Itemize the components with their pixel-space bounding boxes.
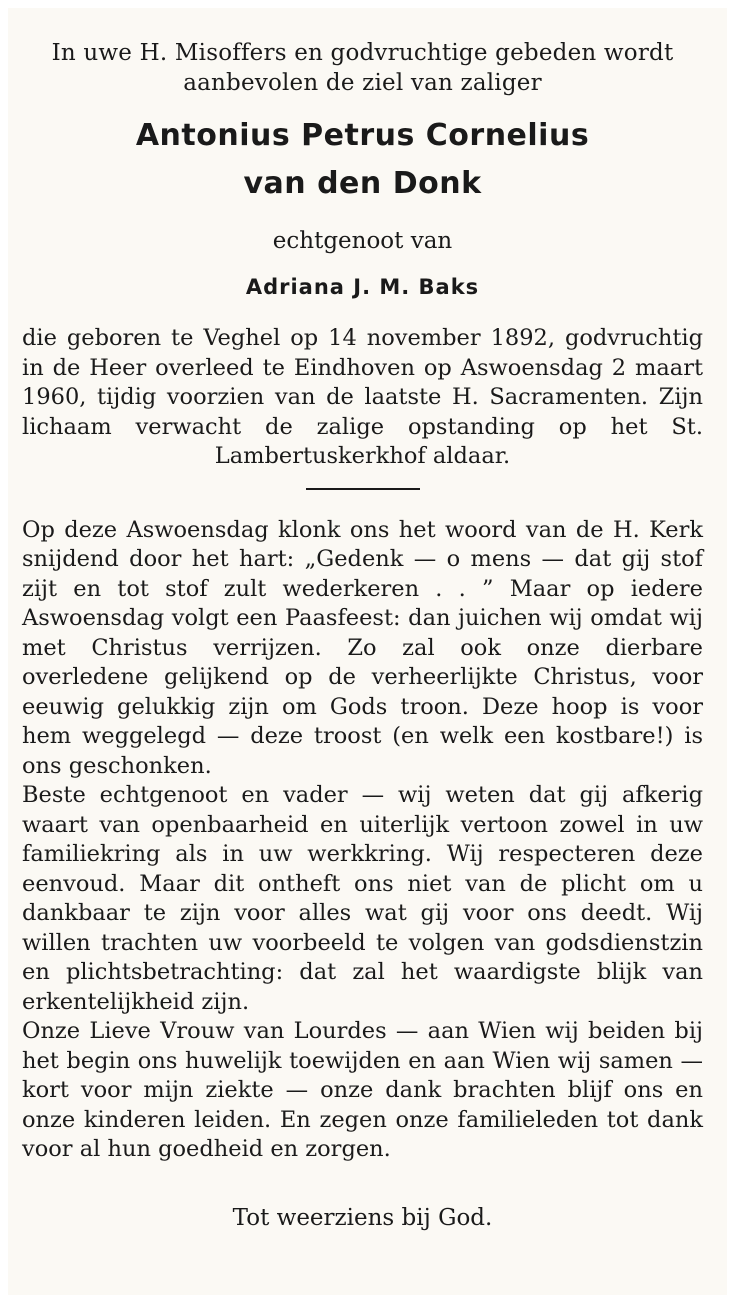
spouse-name: Adriana J. M. Baks: [245, 275, 480, 299]
closing-text: Tot weerziens bij God.: [232, 1204, 493, 1231]
biography-text: die geboren te Veghel op 14 november 1892, godvruchtig in de Heer overleed te Eindhoven op Aswoensdag 2 maart 1960, tijdig voorzien van de laatste H. Sacramenten. Zijn lichaam verwacht de zalige opstanding op het St. Lambertuskerkhof aldaar.: [22, 325, 703, 469]
deceased-name-line-2: van den Donk: [243, 166, 482, 201]
intro-text: In uwe H. Misoffers en godvruchtige gebeden wordt aanbevolen de ziel van zaliger: [51, 40, 674, 96]
deceased-name: [22, 112, 703, 208]
deceased-name-line-1: Antonius Petrus Cornelius: [135, 118, 590, 153]
memorial-card: [8, 8, 727, 1295]
paragraph-lourdes: Onze Lieve Vrouw van Lourdes — aan Wien wij beiden bij het begin ons huwelijk toewijden en aan Wien wij samen — kort voor mijn ziekte — onze dank brachten blijf ons en onze kinderen leiden. En zegen onze familieleden tot dank voor al hun goedheid en zorgen.: [22, 1018, 703, 1162]
divider: [306, 488, 420, 490]
spouse-label: echtgenoot van: [272, 228, 453, 254]
paragraph-ash-wednesday: Op deze Aswoensdag klonk ons het woord van de H. Kerk snijdend door het hart: „Gedenk — o mens — dat gij stof zijt en tot stof zult wederkeren . . ” Maar op iedere Aswoensdag volgt een Paasfeest: dan juichen wij omdat wij met Christus verrijzen. Zo zal ook onze dierbare overledene gelijkend op de verheerlijkte Christus, voor eeuwig gelukkig zijn om Gods troon. Deze hoop is voor hem weggelegd — deze troost (en welk een kostbare!) is ons geschonken.: [22, 516, 703, 779]
paragraph-spouse-father: Beste echtgenoot en vader — wij weten dat gij afkerig waart van openbaarheid en uiterlijk vertoon zowel in uw familiekring als in uw werkkring. Wij respecteren deze eenvoud. Maar dit ontheft ons niet van de plicht om u dankbaar te zijn voor alles wat gij voor ons deedt. Wij willen trachten uw voorbeeld te volgen van godsdienstzin en plichtsbetrachting: dat zal het waardigste blijk van erkentelijkheid zijn.: [22, 782, 703, 1015]
